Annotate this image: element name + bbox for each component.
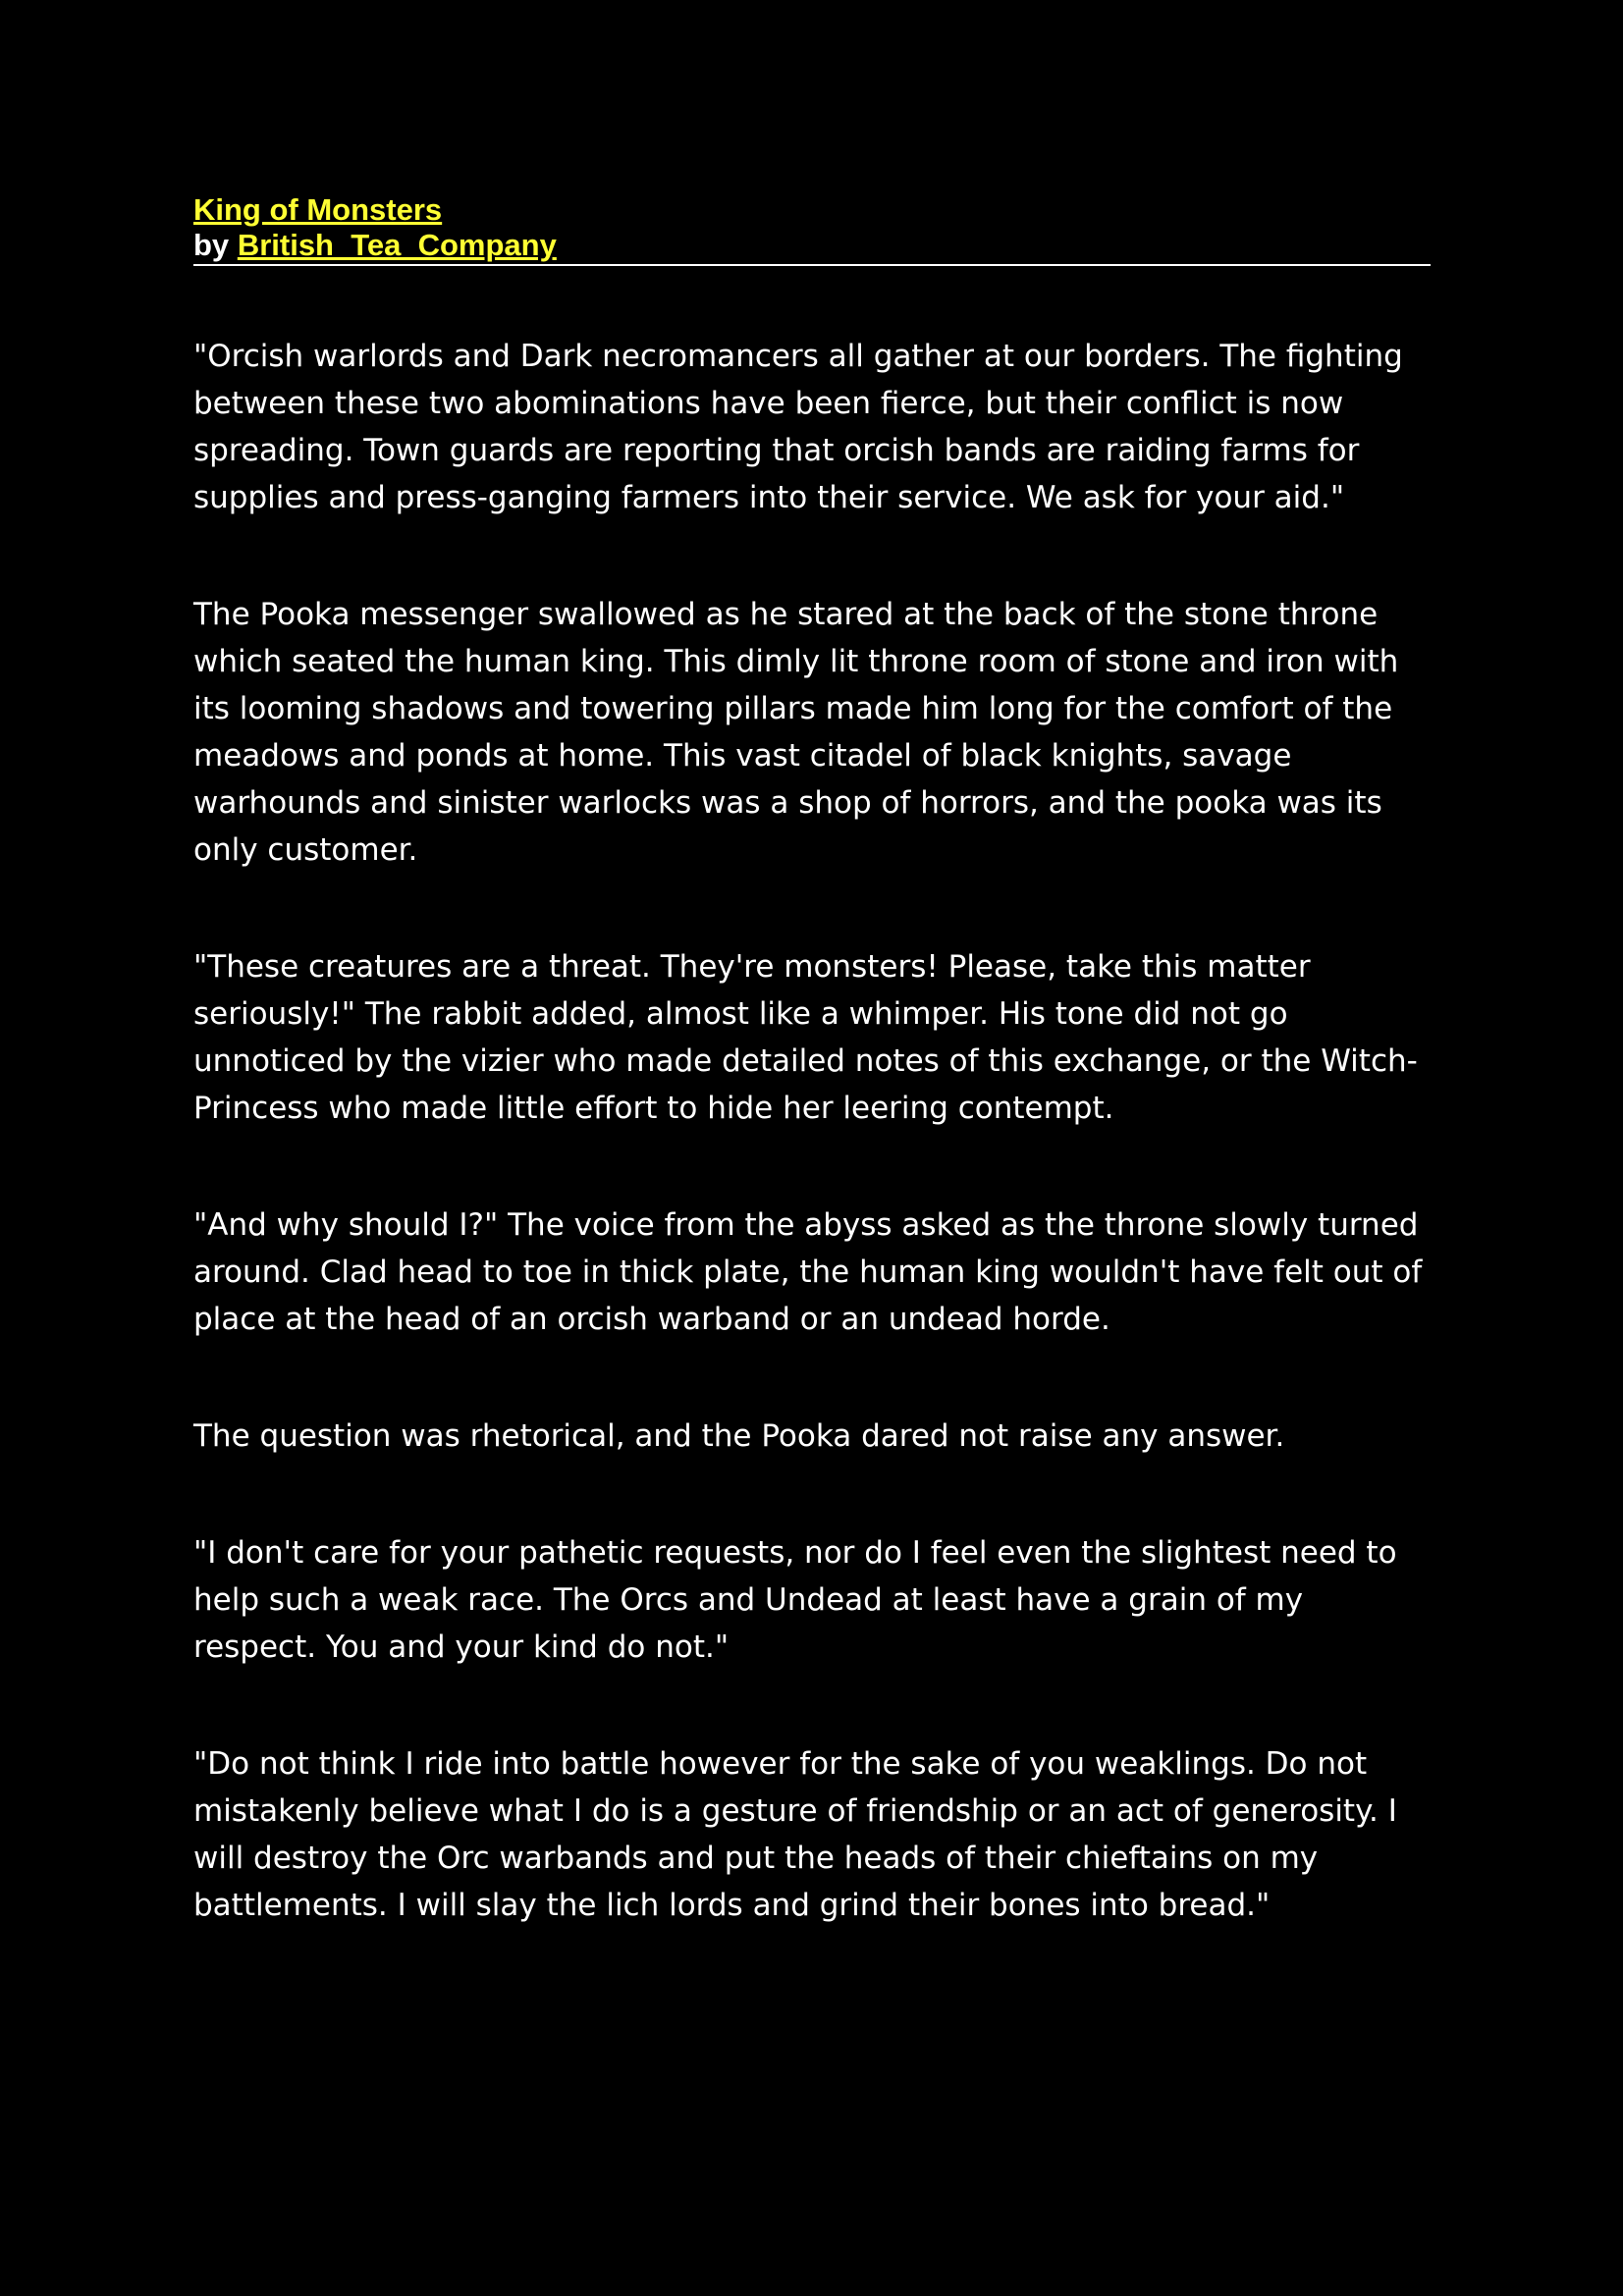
story-paragraph: "These creatures are a threat. They're monsters! Please, take this matter seriously!" The rabbit added, almost like a whimper. His tone did not go unnoticed by the vizier who made detailed notes of this exchange, or the Witch-Princess who made little effort to hide her leering contempt. <box>193 949 1418 1126</box>
story-body <box>193 333 1431 1929</box>
story-paragraph: "Orcish warlords and Dark necromancers all gather at our borders. The fighting between these two abominations have been fierce, but their conflict is now spreading. Town guards are reporting that orcish bands are raiding farms for supplies and press-ganging farmers into their service. We ask for your aid." <box>193 339 1403 515</box>
story-title-link[interactable]: King of Monsters <box>193 192 443 227</box>
story-paragraph: The question was rhetorical, and the Pooka dared not raise any answer. <box>193 1418 1285 1454</box>
story-paragraph: "And why should I?" The voice from the abyss asked as the throne slowly turned around. Clad head to toe in thick plate, the human king wouldn't have felt out of place at the head of an orcish warband or an undead horde. <box>193 1207 1423 1337</box>
author-link[interactable]: British_Tea_Company <box>237 228 557 262</box>
story-header <box>193 192 1431 266</box>
story-paragraph: "I don't care for your pathetic requests, nor do I feel even the slightest need to help such a weak race. The Orcs and Undead at least have a grain of my respect. You and your kind do not." <box>193 1535 1397 1665</box>
byline-prefix: by <box>193 228 230 262</box>
story-page <box>193 192 1431 1999</box>
story-paragraph: The Pooka messenger swallowed as he stared at the back of the stone throne which seated the human king. This dimly lit throne room of stone and iron with its looming shadows and towering pillars made him long for the comfort of the meadows and ponds at home. This vast citadel of black knights, savage warhounds and sinister warlocks was a shop of horrors, and the pooka was its only customer. <box>193 597 1399 868</box>
byline <box>193 228 1431 263</box>
story-paragraph: "Do not think I ride into battle however for the sake of you weaklings. Do not mistakenly believe what I do is a gesture of friendship or an act of generosity. I will destroy the Orc warbands and put the heads of their chieftains on my battlements. I will slay the lich lords and grind their bones into bread." <box>193 1746 1397 1923</box>
